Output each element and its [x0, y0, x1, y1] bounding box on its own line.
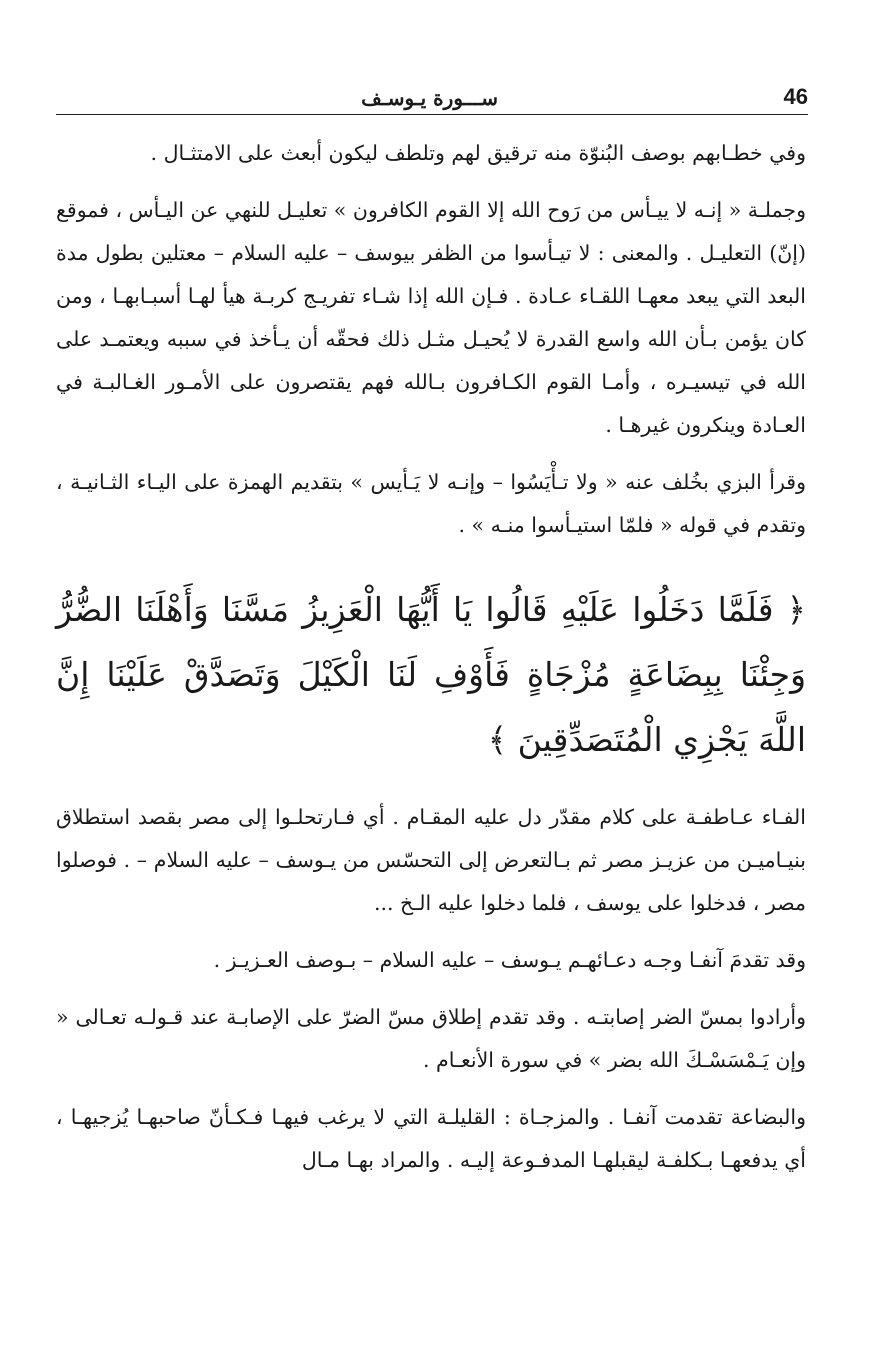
surah-title: ســـورة يـوسـف	[361, 86, 498, 110]
commentary-paragraph-1: الفـاء عـاطفـة على كلام مقدّر دل عليه المقـام . أي فـارتحلـوا إلى مصر بقصد استطلاق بنيـاميـن من عزيـز مصر ثم بـالتعرض إلى التحسّس من يـوسف – عليه السلام – . فوصلوا مصر ، فدخلوا على يوسف ، فلما دخلوا عليه الـخ ...	[56, 805, 806, 915]
page-header	[56, 84, 808, 114]
commentary-paragraph-2: وقد تقدمَ آنفـا وجـه دعـائهـم يـوسف – عليه السلام – بـوصف العـزيـز .	[213, 948, 806, 972]
page-body	[56, 132, 806, 1196]
commentary-paragraph-4: والبضاعة تقدمت آنفـا . والمزجـاة : القليلـة التي لا يرغب فيهـا فـكـأنّ صاحبهـا يُزجيهـا ، أي يدفعهـا بـكلفـة ليقبلهـا المدفـوعة إليـه . والمراد بهـا مـال	[56, 1105, 806, 1172]
header-divider	[56, 114, 808, 115]
page-number: 46	[783, 84, 808, 109]
quran-verse: ﴿ فَلَمَّا دَخَلُوا عَلَيْهِ قَالُوا يَا أَيُّهَا الْعَزِيزُ مَسَّنَا وَأَهْلَنَا الضُّرُّ وَجِئْنَا بِبِضَاعَةٍ مُزْجَاةٍ فَأَوْفِ لَنَا الْكَيْلَ وَتَصَدَّقْ عَلَيْنَا إِنَّ اللَّهَ يَجْزِي الْمُتَصَدِّقِينَ ﴾	[56, 590, 806, 759]
commentary-paragraph-3: وأرادوا بمسّ الضر إصابتـه . وقد تقدم إطلاق مسّ الضرّ على الإصابـة عند قـولـه تعـالى « وإن يَـمْسَسْـكَ الله بضر » في سورة الأنعـام .	[56, 1005, 806, 1072]
paragraph-3: وقرأ البزي بخُلف عنه « ولا تـأْيَسُوا – وإنـه لا يَـأيس » بتقديم الهمزة على اليـاء الثـانيـة ، وتقدم في قوله « فلمّا استيـأسوا منـه » .	[56, 470, 806, 537]
paragraph-1: وفي خطـابهم بوصف البُنوّة منه ترقيق لهم وتلطف ليكون أبعث على الامتثـال .	[150, 141, 806, 165]
paragraph-2: وجملـة « إنـه لا ييـأس من رَوح الله إلا القوم الكافرون » تعليـل للنهي عن اليـأس ، فموقع (إنّ) التعليـل . والمعنى : لا تيـأسوا من الظفر بيوسف – عليه السلام – معتلين بطول مدة البعد التي يبعد معهـا اللقـاء عـادة . فـإن الله إذا شـاء تفريـج كربـة هيأ لهـا أسبـابهـا ، ومن كان يؤمن بـأن الله واسع القدرة لا يُحيـل مثـل ذلك فحقّه أن يـأخذ في سببه ويعتمـد على الله في تيسيـره ، وأمـا القوم الكـافرون بـالله فهم يقتصرون على الأمـور الغـالبـة في العـادة وينكرون غيرهـا .	[56, 198, 806, 437]
